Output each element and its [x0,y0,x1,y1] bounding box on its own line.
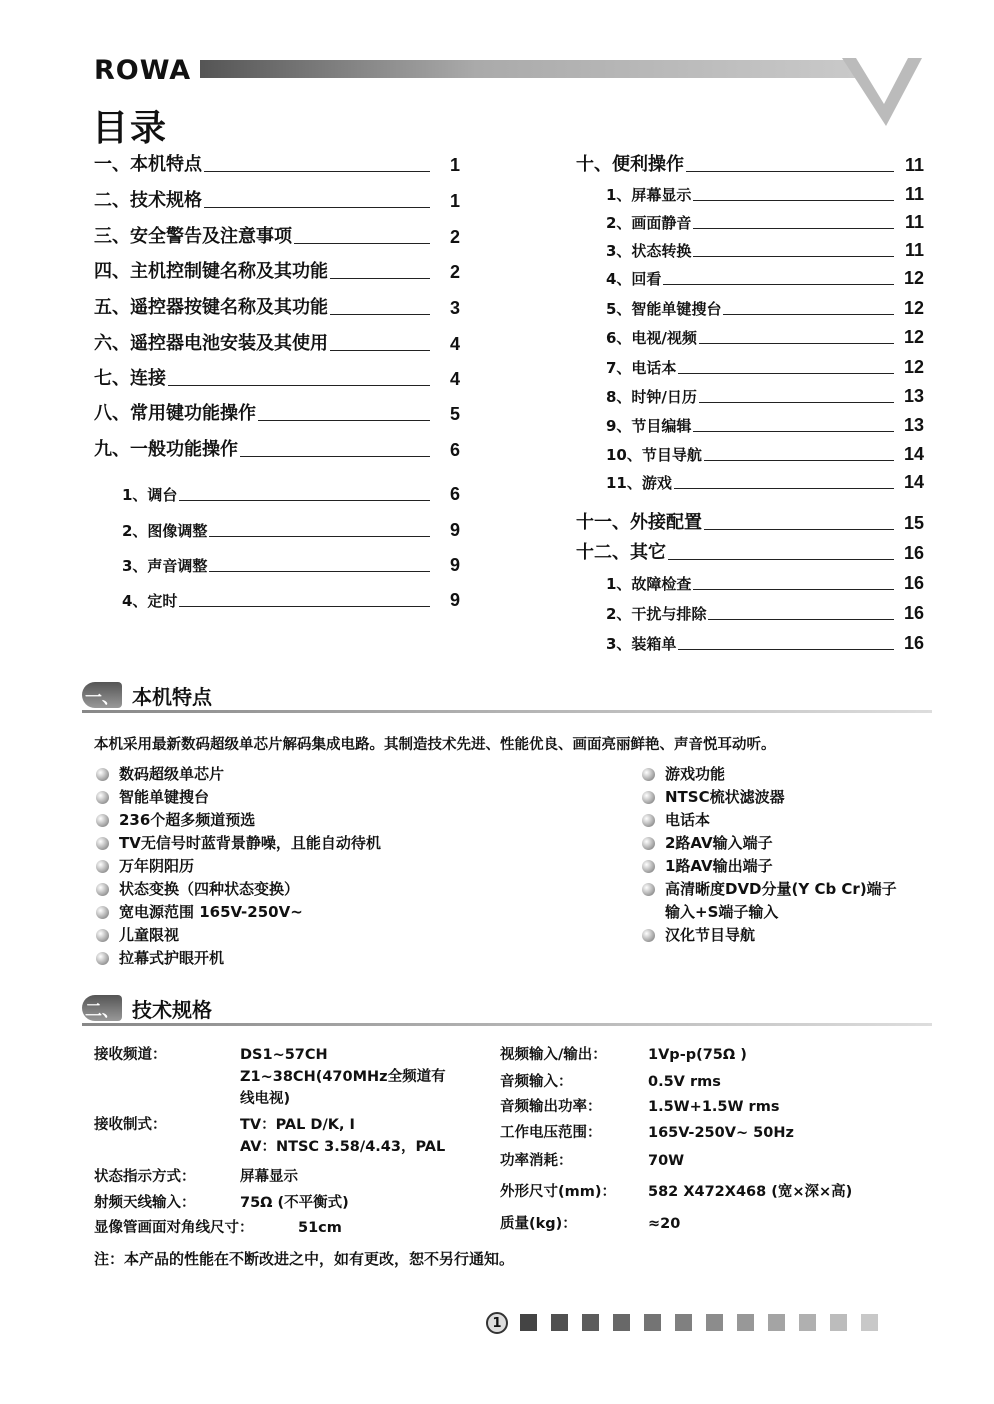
spec-label: 外形尺寸(mm)： [500,1184,616,1200]
toc-leader-line [693,199,894,201]
toc-item-page: 14 [903,444,924,464]
footer-square [799,1314,816,1331]
spec-label: 音频输入： [500,1074,573,1090]
spec-value: 0.5V rms [648,1074,721,1090]
spec-value: 582 X472X468 (宽×深×高) [648,1184,853,1200]
toc-item[interactable] [94,293,460,319]
spec-value: 165V-250V~ 50Hz [648,1125,794,1141]
toc-leader-line [723,313,894,315]
bullet-icon [642,814,655,827]
toc-item[interactable] [94,186,460,212]
toc-leader-line [699,401,894,403]
toc-item-page: 14 [903,472,924,492]
feature-text: 宽电源范围 165V-250V~ [119,903,303,921]
spec-value: 70W [648,1153,685,1169]
toc-item-page: 12 [903,327,924,347]
feature-text: 智能单键搜台 [119,788,210,806]
footer-square [861,1314,878,1331]
toc-item[interactable] [94,364,460,390]
bullet-icon [96,952,109,965]
feature-item [96,832,381,855]
toc-item-label: 11、游戏 [606,474,672,492]
toc-item[interactable] [122,550,460,576]
header-bar [200,60,890,78]
section-1-badge: 一、 [82,682,122,708]
footer-square [644,1314,661,1331]
bullet-icon [96,906,109,919]
toc-item-page: 11 [904,240,924,260]
toc-item-page: 4 [449,334,460,354]
toc-item-page: 15 [903,513,924,533]
toc-item-page: 11 [904,155,924,175]
feature-item [96,924,381,947]
page-number: 1 [486,1312,508,1334]
toc-item-label: 1、故障检查 [606,575,692,593]
toc-item[interactable] [606,179,924,205]
bullet-icon [96,791,109,804]
section-2-rule [82,1023,932,1026]
bullet-icon [642,837,655,850]
toc-leader-line [209,570,430,572]
section-1-title: 本机特点 [132,684,212,709]
feature-text: 236个超多频道预选 [119,811,256,829]
toc-item-page: 16 [903,603,924,623]
footer-square [706,1314,723,1331]
toc-item-label: 二、技术规格 [94,190,202,211]
toc-item-label: 3、声音调整 [122,557,208,575]
toc-item[interactable] [122,479,460,505]
toc-leader-line [693,430,894,432]
toc-item[interactable] [576,508,924,534]
feature-item [96,786,381,809]
toc-item-label: 3、状态转换 [606,242,692,260]
footer-square [613,1314,630,1331]
feature-text: NTSC梳状滤波器 [665,788,785,806]
bullet-icon [642,860,655,873]
toc-leader-line [693,255,894,257]
toc-item-page: 1 [449,191,460,211]
toc-item-page: 9 [449,555,460,575]
toc-leader-line [693,227,894,229]
toc-leader-line [674,487,894,489]
spec-value: 1Vp-p(75Ω ) [648,1047,747,1063]
bullet-icon [642,791,655,804]
features-left-list [96,763,381,970]
toc-leader-line [708,618,894,620]
toc-item[interactable] [606,352,924,378]
header-v-chevron [842,58,922,128]
feature-text: 数码超级单芯片 [119,765,225,783]
bullet-icon [96,768,109,781]
toc-item-label: 2、干扰与排除 [606,605,707,623]
toc-item-label: 9、节目编辑 [606,417,692,435]
toc-item-label: 5、智能单键搜台 [606,300,722,318]
toc-item-label: 2、画面静音 [606,214,692,232]
toc-item-page: 12 [903,298,924,318]
feature-item [642,878,897,924]
feature-text: 游戏功能 [665,765,726,783]
toc-item-label: 九、一般功能操作 [94,439,238,460]
spec-value: 75Ω (不平衡式) [240,1195,349,1211]
feature-text: 汉化节目导航 [665,926,756,944]
toc-item-page: 12 [903,268,924,288]
toc-item-label: 3、装箱单 [606,635,677,653]
spec-label: 视频输入/输出： [500,1047,607,1063]
spec-label: 质量(kg)： [500,1216,577,1232]
toc-item[interactable] [606,628,924,654]
feature-item [642,832,897,855]
toc-item-page: 6 [449,484,460,504]
spec-label: 工作电压范围： [500,1125,602,1141]
toc-item[interactable] [606,439,924,465]
toc-leader-line [704,528,894,530]
spec-value: 51cm [298,1220,342,1236]
toc-leader-line [204,206,430,208]
toc-item-page: 1 [449,155,460,175]
toc-item-label: 五、遥控器按键名称及其功能 [94,297,328,318]
feature-item [642,924,897,947]
spec-label: 射频天线输入： [94,1195,196,1211]
spec-label: 接收制式： [94,1117,167,1133]
toc-item-page: 11 [904,184,924,204]
toc-item-label: 7、电话本 [606,359,677,377]
toc-item-label: 一、本机特点 [94,154,202,175]
toc-item[interactable] [606,322,924,348]
footer-square [582,1314,599,1331]
toc-leader-line [168,384,430,386]
toc-item[interactable] [606,263,924,289]
toc-leader-line [699,342,894,344]
section-1-header [82,677,212,713]
section-1-intro: 本机采用最新数码超级单芯片解码集成电路。其制造技术先进、性能优良、画面亮丽鲜艳、声音悦耳动听。 [94,737,776,753]
footer-square [551,1314,568,1331]
toc-item-page: 12 [903,357,924,377]
toc-leader-line [330,277,430,279]
toc-item[interactable] [576,150,924,176]
feature-text: 儿童限视 [119,926,180,944]
feature-text: 2路AV输入端子 [665,834,773,852]
feature-item [96,878,381,901]
toc-item-label: 十二、其它 [576,542,666,563]
feature-text: 电话本 [665,811,711,829]
feature-text: 1路AV输出端子 [665,857,773,875]
toc-item[interactable] [606,207,924,233]
toc-leader-line [678,648,894,650]
toc-item-label: 6、电视/视频 [606,329,697,347]
feature-text: 万年阴阳历 [119,857,195,875]
toc-item-label: 八、常用键功能操作 [94,403,256,424]
toc-leader-line [330,313,430,315]
feature-text: 拉幕式护眼开机 [119,949,225,967]
toc-item-page: 6 [449,440,460,460]
toc-leader-line [686,170,894,172]
toc-item[interactable] [606,568,924,594]
feature-text: 高清晰度DVD分量(Y Cb Cr)端子 输入+S端子输入 [665,880,897,921]
feature-text: TV无信号时蓝背景静噪，且能自动待机 [119,834,381,852]
feature-item [642,855,897,878]
toc-item[interactable] [576,538,924,564]
toc-item-page: 13 [903,386,924,406]
toc-item-label: 六、遥控器电池安装及其使用 [94,333,328,354]
toc-item-label: 8、时钟/日历 [606,388,697,406]
toc-leader-line [668,558,894,560]
toc-item-label: 4、回看 [606,270,662,288]
toc-item[interactable] [606,293,924,319]
toc-item-page: 2 [449,227,460,247]
spec-label: 状态指示方式： [94,1169,196,1185]
feature-item [642,786,897,809]
toc-item-page: 4 [449,369,460,389]
feature-item [96,809,381,832]
toc-leader-line [294,242,430,244]
feature-item [96,901,381,924]
toc-leader-line [179,605,430,607]
feature-item [642,809,897,832]
toc-item[interactable] [122,585,460,611]
toc-item-label: 10、节目导航 [606,446,702,464]
spec-label: 显像管画面对角线尺寸： [94,1220,254,1236]
section-2-header [82,990,212,1026]
spec-value: DS1~57CH Z1~38CH(470MHz全频道有 线电视) [240,1047,446,1107]
toc-item-label: 四、主机控制键名称及其功能 [94,261,328,282]
feature-item [96,763,381,786]
toc-item-label: 三、安全警告及注意事项 [94,226,292,247]
toc-item-label: 1、屏幕显示 [606,186,692,204]
bullet-icon [642,929,655,942]
bullet-icon [642,768,655,781]
toc-leader-line [209,535,430,537]
toc-item[interactable] [94,222,460,248]
feature-item [96,947,381,970]
toc-leader-line [704,459,894,461]
toc-item[interactable] [94,399,460,425]
spec-value: 屏幕显示 [240,1169,298,1185]
spec-value: ≈20 [648,1216,681,1232]
toc-item-label: 十、便利操作 [576,154,684,175]
feature-item [96,855,381,878]
bullet-icon [642,883,655,896]
toc-item-page: 11 [904,212,924,232]
spec-value: 1.5W+1.5W rms [648,1099,780,1115]
footer-square [520,1314,537,1331]
toc-leader-line [678,372,894,374]
toc-item-page: 2 [449,262,460,282]
spec-value: TV：PAL D/K, I AV：NTSC 3.58/4.43，PAL [240,1117,446,1155]
toc-item[interactable] [606,381,924,407]
feature-item [642,763,897,786]
bullet-icon [96,814,109,827]
bullet-icon [96,860,109,873]
toc-item-page: 16 [903,543,924,563]
toc-item-page: 5 [449,404,460,424]
toc-item-page: 16 [903,633,924,653]
toc-leader-line [330,349,430,351]
footer-square [737,1314,754,1331]
toc-title: 目录 [92,108,169,149]
toc-item[interactable] [94,150,460,176]
toc-item[interactable] [606,467,924,493]
toc-item-page: 9 [449,590,460,610]
feature-text: 状态变换（四种状态变换） [119,880,300,898]
toc-item-label: 1、调台 [122,486,178,504]
toc-item[interactable] [606,598,924,624]
toc-item[interactable] [94,329,460,355]
section-2-badge: 二、 [82,995,122,1021]
toc-item-page: 9 [449,520,460,540]
toc-item-page: 13 [903,415,924,435]
toc-leader-line [693,588,894,590]
bullet-icon [96,837,109,850]
toc-item-label: 2、图像调整 [122,522,208,540]
footer-square [675,1314,692,1331]
spec-label: 功率消耗： [500,1153,573,1169]
toc-item[interactable] [94,257,460,283]
bullet-icon [96,883,109,896]
features-right-list [642,763,897,947]
toc-leader-line [179,499,430,501]
toc-leader-line [663,283,894,285]
toc-item[interactable] [606,410,924,436]
spec-label: 接收频道： [94,1047,167,1063]
toc-item-label: 4、定时 [122,592,178,610]
spec-label: 音频输出功率： [500,1099,602,1115]
toc-leader-line [204,170,430,172]
bullet-icon [96,929,109,942]
footer-square [768,1314,785,1331]
footer-square [830,1314,847,1331]
toc-leader-line [240,455,430,457]
section-1-rule [82,710,932,713]
brand-logo: ROWA [94,55,192,86]
toc-leader-line [258,419,430,421]
section-2-title: 技术规格 [132,997,212,1022]
toc-item-page: 3 [449,298,460,318]
toc-item[interactable] [122,515,460,541]
spec-note: 注：本产品的性能在不断改进之中，如有更改，恕不另行通知。 [94,1250,515,1268]
toc-item-label: 七、连接 [94,368,166,389]
toc-item-label: 十一、外接配置 [576,512,702,533]
toc-item[interactable] [94,435,460,461]
toc-item-page: 16 [903,573,924,593]
toc-item[interactable] [606,235,924,261]
